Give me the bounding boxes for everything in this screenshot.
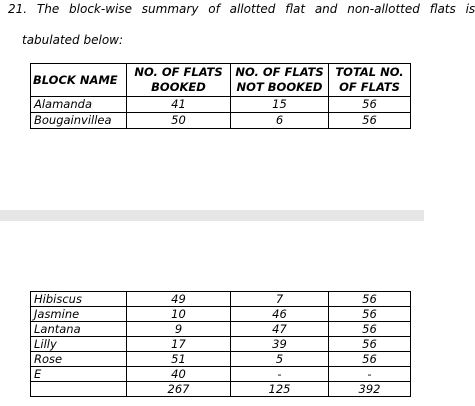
booked-cell: 41 [127,97,231,113]
booked-cell: 40 [127,367,231,382]
table-row [31,367,411,382]
block-name-cell: Lantana [31,322,127,337]
table-row [31,292,411,307]
block-name-cell: Bougainvillea [31,113,127,129]
total-cell: 56 [329,337,411,352]
table-row [31,352,411,367]
booked-cell: 17 [127,337,231,352]
booked-cell: 9 [127,322,231,337]
table-row [31,97,411,113]
total-cell: 56 [329,113,411,129]
not-booked-cell: 46 [231,307,329,322]
total-cell: 56 [329,97,411,113]
table-row [31,307,411,322]
booked-cell: 10 [127,307,231,322]
totals-row [31,382,411,397]
not-booked-cell: 39 [231,337,329,352]
totals-label-cell [31,382,127,397]
not-booked-cell: - [231,367,329,382]
total-cell: - [329,367,411,382]
total-cell: 56 [329,352,411,367]
block-name-cell: Rose [31,352,127,367]
page-break-gap [0,210,424,221]
block-name-cell: Hibiscus [31,292,127,307]
total-cell: 56 [329,307,411,322]
block-summary-table-top [30,63,411,129]
total-not-booked-cell: 125 [231,382,329,397]
grand-total-cell: 392 [329,382,411,397]
header-flats-booked: NO. OF FLATS BOOKED [127,64,231,97]
header-flats-not-booked: NO. OF FLATS NOT BOOKED [231,64,329,97]
header-total-flats: TOTAL NO. OF FLATS [329,64,411,97]
question-text-line2: tabulated below: [22,33,124,47]
booked-cell: 49 [127,292,231,307]
not-booked-cell: 5 [231,352,329,367]
booked-cell: 50 [127,113,231,129]
not-booked-cell: 7 [231,292,329,307]
booked-cell: 51 [127,352,231,367]
not-booked-cell: 47 [231,322,329,337]
total-booked-cell: 267 [127,382,231,397]
table-header-row [31,64,411,97]
block-name-cell: Jasmine [31,307,127,322]
block-name-cell: Lilly [31,337,127,352]
total-cell: 56 [329,292,411,307]
block-name-cell: E [31,367,127,382]
header-block-name: BLOCK NAME [31,64,127,97]
block-name-cell: Alamanda [31,97,127,113]
table-row [31,322,411,337]
total-cell: 56 [329,322,411,337]
block-summary-table-bottom [30,291,411,397]
not-booked-cell: 15 [231,97,329,113]
question-text-line1: 21. The block-wise summary of allotted flat and non-allotted flats is [8,2,475,16]
not-booked-cell: 6 [231,113,329,129]
table-row [31,337,411,352]
table-row [31,113,411,129]
